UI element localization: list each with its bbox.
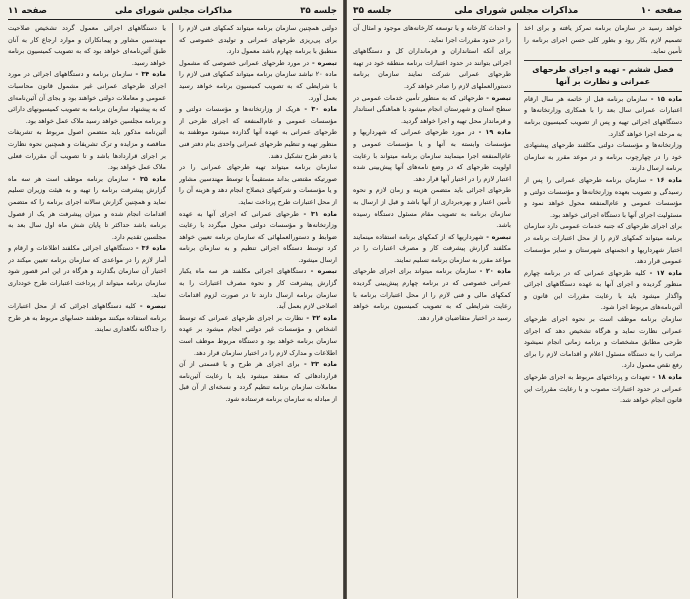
article-paragraph	[524, 175, 682, 221]
article-number: ماده ۳۱ -	[298, 209, 337, 218]
left-page-columns	[8, 23, 337, 598]
right-page-session: جلسه ۳۵	[353, 5, 392, 16]
note-paragraph	[8, 301, 166, 336]
paragraph-text: سازمان برنامه طرحهای عمرانی را پس از رسیدگی و تصویب بعهده وزارتخانه‌ها و مؤسسات دولتی و مؤسسات عمومی و عام‌المنفعه محول خواهد نمود و مسئولیت اجرای آنها با دستگاه اجرائی خواهد بود.	[524, 175, 682, 219]
column-divider	[517, 23, 518, 598]
article-paragraph	[8, 243, 166, 301]
right-page-columns	[353, 23, 682, 598]
left-page-header	[8, 4, 337, 20]
article-number: ماده ۱۷ -	[645, 268, 682, 277]
note-label: تبصره -	[483, 93, 511, 102]
body-paragraph: طرحهای اجرائی باید متضمن هزینه و زمان لازم و نحوه تأمین اعتبار و بهره‌برداری از آنها باشد و قبل از ارسال به سازمان برنامه به تصویب مقام مسئول دستگاه رسیده باشد.	[353, 186, 511, 230]
body-paragraph: و احداث کارخانه و یا توسعه کارخانه‌های موجود و امثال آن را در حدود مقررات اجرا نماید.	[353, 24, 511, 44]
body-paragraph: خواهد رسید در سازمان برنامه تمرکز یافته و برای اخذ تصمیم لازم بکار رود و بطور کلی حسن اجرای برنامه را تأمین نماید.	[524, 24, 682, 56]
article-number: ماده ۱۹ -	[474, 128, 511, 137]
right-page-title: مذاکرات مجلس شورای ملی	[454, 5, 579, 16]
paragraph-text: در مورد طرحهای عمرانی که شهرداریها و مؤسسات وابسته به آنها و یا مؤسسات عمومی و عام‌المنفعه اجرا مینمایند سازمان برنامه میتواند با رعایت اولویت طرحهای که در وضع نامه‌های آنها پیش‌بینی شده اعتبار لازم را در اختیار آنها قرار دهد.	[353, 128, 511, 183]
heading-rule	[524, 60, 682, 61]
article-paragraph	[8, 69, 166, 127]
body-paragraph: وزارتخانه‌ها و مؤسسات دولتی مکلفند طرحهای پیشنهادی خود را در چهارچوب برنامه و در موعد مقرر به سازمان برنامه ارسال دارند.	[524, 141, 682, 173]
left-page-column-left	[8, 23, 166, 598]
paragraph-text: سازمان برنامه و دستگاههای اجرائی در مورد اجرای طرحهای عمرانی غیر مشمول قانون محاسبات عمومی و معاملات دولتی خواهند بود و بجای آن آئین‌نامه‌ای که به پیشنهاد سازمان برنامه به تصویب کمیسیونهای دارائی و برنامه مجلسین خواهد رسید ملاک عمل خواهد بود.	[8, 70, 166, 125]
article-number: ماده ۱۸ -	[649, 373, 682, 382]
left-page-number: صفحه ۱۱	[8, 5, 47, 16]
left-page-title: مذاکرات مجلس شورای ملی	[115, 5, 233, 16]
article-number: ماده ۳۶ -	[133, 244, 166, 253]
left-page-session: جلسه ۳۵	[300, 5, 337, 16]
body-paragraph: سازمان برنامه موظف است بر نحوه اجرای طرحهای عمرانی نظارت نماید و هرگاه تشخیص دهد که اجرای طرحی مطابق مشخصات و برنامه زمانی انجام نمیشود مراتب را به دستگاه مسئول اعلام و اقدامات لازم را برای رفع نقص معمول دارد.	[524, 315, 682, 370]
article-paragraph	[179, 104, 337, 162]
paragraph-text: برای اجرای هر طرح و یا قسمتی از آن قراردادهائی که منعقد میشود باید با رعایت آئین‌نامه معاملات سازمان برنامه تنظیم گردد و نسخه‌ای از آن قبل از مبادله به سازمان برنامه فرستاده شود.	[179, 360, 337, 403]
paragraph-text: شهرداریها که از کمکهای برنامه استفاده مینمایند مکلفند گزارش پیشرفت کار و مصرف اعتبارات را در مواعد مقرر به سازمان برنامه تسلیم نمایند.	[353, 232, 511, 264]
article-paragraph	[353, 127, 511, 185]
note-paragraph	[353, 232, 511, 267]
paragraph-text: کلیه طرحهای عمرانی که در برنامه چهارم منظور گردیده و اجرای آنها به عهده دستگاههای اجرائی واگذار میشود باید با رعایت مقررات این قانون و آئین‌نامه‌های مربوط اجرا شود.	[524, 268, 682, 312]
note-label: تبصره -	[135, 302, 166, 311]
paragraph-text: طرحهائی که به منظور تأمین خدمات عمومی در سطح استان و شهرستان انجام میشود با هماهنگی استاندار و فرماندار محل تهیه و اجرا خواهد گردید.	[353, 93, 511, 125]
right-page	[347, 0, 690, 599]
left-page-column-right	[179, 23, 337, 598]
chapter-heading: فصل ششم - تهیه و اجرای طرحهای عمرانی و نظارت بر آنها	[532, 64, 674, 86]
body-paragraph: سازمان برنامه میتواند تهیه طرحهای عمرانی را در صورتیکه مقتضی بداند مستقیماً یا توسط مهندسین مشاور و یا مؤسسات و شرکتهای ذیصلاح انجام دهد و هزینه آن را از محل اعتبارات طرح پرداخت نماید.	[179, 163, 337, 206]
article-paragraph	[179, 209, 337, 267]
paragraph-text: سازمان برنامه موظف است هر سه ماه گزارش پیشرفت برنامه را تهیه و به هیئت وزیران تسلیم نماید و همچنین گزارش سالانه اجرای برنامه را که متضمن اقدامات انجام شده و میزان پیشرفت هر یک از فصول برنامه باشد حداکثر تا پایان شش ماه اول سال بعد به مجلسین تقدیم دارد.	[8, 174, 166, 241]
body-paragraph: یا دستگاههای اجرائی معمول گردد تشخیص صلاحیت مهندسین مشاور و پیمانکاران و موارد ارجاع کار به آنان طبق آئین‌نامه‌ای خواهد بود که به تصویب کمیسیون برنامه خواهد رسید.	[8, 24, 166, 67]
note-label: تبصره -	[309, 58, 337, 67]
article-paragraph	[353, 266, 511, 324]
paragraph-text: دستگاههای اجرائی مکلفند هر سه ماه یکبار گزارش پیشرفت کار و نحوه مصرف اعتبارات را به سازمان برنامه ارسال دارند تا در صورت لزوم اقدامات اصلاحی لازم بعمل آید.	[179, 267, 337, 311]
note-paragraph	[179, 266, 337, 312]
article-number: ماده ۱۶ -	[646, 175, 682, 184]
paragraph-text: طرحهای عمرانی که اجرای آنها به عهده وزارتخانه‌ها و مؤسسات دولتی محول میگردد با رعایت ضوابط و دستورالعملهائی که سازمان برنامه تعیین خواهد کرد توسط دستگاه اجرائی تنظیم و به سازمان برنامه ارسال میشود.	[179, 209, 337, 264]
right-page-header	[353, 4, 682, 20]
article-number: ماده ۳۴ -	[132, 70, 166, 79]
paragraph-text: سازمان برنامه میتواند برای اجرای طرحهای عمرانی خصوصی که در برنامه چهارم پیش‌بینی گردیده کمکهای مالی و فنی لازم را از محل اعتبارات برنامه با رعایت شرایطی که به تصویب کمیسیون برنامه خواهد رسید در اختیار متقاضیان قرار دهد.	[353, 267, 511, 322]
note-label: تبصره -	[483, 232, 511, 241]
article-number: ماده ۳۳ -	[299, 360, 337, 369]
body-paragraph: برای اجرای طرحهای که جنبه خدمات عمومی دارد سازمان برنامه میتواند کمکهای لازم را از محل اعتبارات برنامه در اختیار شهرداریها و انجمنهای شهرستان و سایر مؤسسات عمومی قرار دهد.	[524, 222, 682, 266]
article-number: ماده ۳۰ -	[300, 105, 337, 114]
note-label: تبصره -	[306, 267, 337, 276]
article-number: ماده ۳۲ -	[303, 313, 337, 322]
paragraph-text: تعهدات و پرداختهای مربوط به اجرای طرحهای عمرانی در حدود اعتبارات مصوب و با رعایت مقررات این قانون انجام خواهد شد.	[524, 373, 682, 405]
paragraph-text: در مورد طرحهای عمرانی خصوصی که مشمول ماده ۲۰ نباشد سازمان برنامه میتواند کمکهای فنی لازم را با شرایطی که به تصویب کمیسیون برنامه خواهد رسید بعمل آورد.	[179, 58, 337, 102]
article-number: ماده ۲۰ -	[476, 267, 511, 276]
paragraph-text: سازمان برنامه قبل از خاتمه هر سال ارقام اعتبارات عمرانی سال بعد را با همکاری وزارتخانه‌ها و دستگاههای اجرائی تهیه و پس از تصویب کمیسیون برنامه به مرحله اجرا خواهد گذارد.	[524, 94, 682, 138]
note-paragraph	[353, 93, 511, 128]
right-page-column-right	[524, 23, 682, 598]
article-paragraph	[179, 313, 337, 359]
body-paragraph: برای آنکه استانداران و فرمانداران کل و دستگاههای اجرائی بتوانند در حدود اعتبارات برنامه منطقه خود در تهیه طرحهای عمرانی شرکت نمایند سازمان برنامه دستورالعملهای لازم را صادر خواهد کرد.	[353, 47, 511, 90]
paragraph-text: کلیه دستگاههای اجرائی که از محل اعتبارات برنامه استفاده میکنند موظفند حسابهای مربوط به هر طرح را جداگانه نگاهداری نمایند.	[8, 302, 166, 334]
note-paragraph	[179, 58, 337, 104]
paragraph-text: دستگاههای اجرائی مکلفند اطلاعات و ارقام و آمار لازم را در مواعدی که سازمان برنامه تعیین میکند در اختیار آن سازمان بگذارند و هرگاه در این امر قصور شود سازمان برنامه میتواند از پرداخت اعتبارات طرح خودداری نماید.	[8, 244, 166, 299]
article-paragraph	[8, 174, 166, 244]
article-number: ماده ۳۵ -	[128, 174, 166, 183]
paragraph-text: نظارت بر اجرای طرحهای عمرانی که توسط اشخاص و مؤسسات غیر دولتی انجام میشود بر عهده سازمان برنامه خواهد بود و دستگاه مربوط موظف است اطلاعات و مدارک لازم را در اختیار سازمان قرار دهد.	[179, 313, 337, 357]
body-paragraph: دولتی همچنین سازمان برنامه میتواند کمکهای فنی لازم را برای پی‌ریزی طرحهای عمرانی و تولیدی خصوصی که منطبق با برنامه چهارم باشد معمول دارد.	[179, 24, 337, 56]
column-divider	[172, 23, 173, 598]
left-page	[0, 0, 343, 599]
article-number: ماده ۱۵ -	[647, 94, 682, 103]
article-paragraph	[524, 94, 682, 140]
right-page-number: صفحه ۱۰	[640, 5, 682, 16]
paragraph-text: هریک از وزارتخانه‌ها و مؤسسات دولتی و مؤسسات عمومی و عام‌المنفعه که اجرای طرحی از طرحهای عمرانی به عهده آنها گذارده میشود موظفند به منظور تهیه و تنظیم طرحهای عمرانی واحدی بنام دفتر فنی یا دفتر طرح تشکیل دهند.	[179, 105, 337, 160]
heading-rule	[524, 91, 682, 92]
article-paragraph	[179, 359, 337, 405]
right-page-column-left	[353, 23, 511, 598]
article-paragraph	[524, 268, 682, 314]
body-paragraph: آئین‌نامه مذکور باید متضمن اصول مربوط به تشریفات مناقصه و مزایده و ترک تشریفات و همچنین نحوه نظارت بر اجرای قراردادها باشد و تا تصویب آن مقررات فعلی ملاک عمل خواهد بود.	[8, 128, 166, 172]
article-paragraph	[524, 372, 682, 407]
